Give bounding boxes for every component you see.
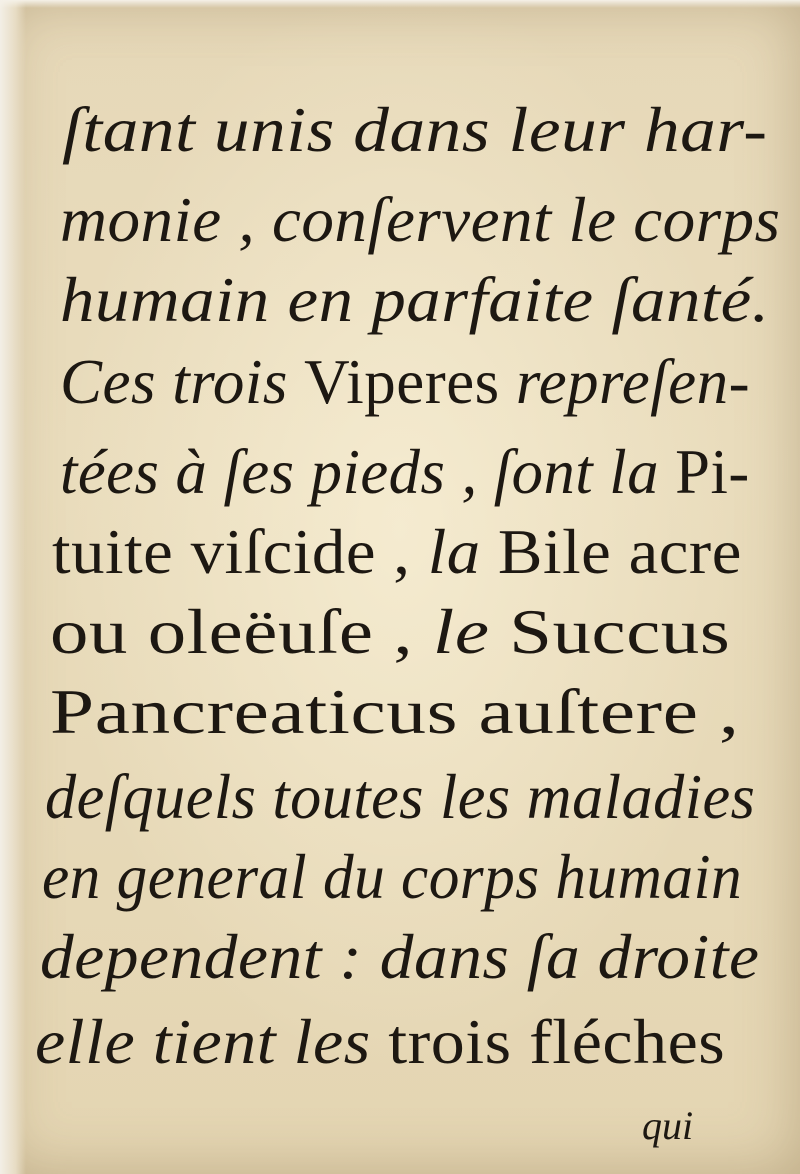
text-line [40,921,760,992]
roman-text: trois fléches [388,1006,726,1077]
italic-text: humain en parfaite ſanté. [60,264,770,335]
italic-text: repreſen- [515,346,751,417]
italic-text: monie , conſervent le corps [60,184,781,255]
text-line [60,184,781,255]
text-line [50,596,731,667]
text-line [45,761,756,832]
roman-text: ou oleëuſe , [50,596,433,667]
italic-text: tées à ſes pieds , ſont la [60,436,676,507]
italic-text: en general du corps humain [42,841,743,912]
italic-text: ſtant unis dans leur har- [62,94,768,165]
text-line [60,264,770,335]
text-line [35,1006,726,1077]
text-line [50,676,740,747]
text-line [60,346,751,417]
roman-text: Pi- [675,436,750,507]
text-line [42,841,743,912]
italic-text: la [427,516,498,587]
italic-text: dependent : dans ſa droite [40,921,760,992]
roman-text: tuite viſcide , [52,516,428,587]
roman-text: Succus [509,596,731,667]
text-line [62,94,768,165]
roman-text: Viperes [304,346,516,417]
italic-text: elle tient les [35,1006,389,1077]
italic-text: Ces trois [60,346,305,417]
roman-text: Pancreaticus auſtere , [50,676,740,747]
catchword: qui [642,1103,694,1148]
page-edge-top [0,0,800,8]
italic-text: deſquels toutes les maladies [45,761,756,832]
page-edge-left [0,0,26,1174]
roman-text: Bile acre [497,516,742,587]
text-line [60,436,750,507]
text-line [52,516,742,587]
italic-text: le [432,596,510,667]
